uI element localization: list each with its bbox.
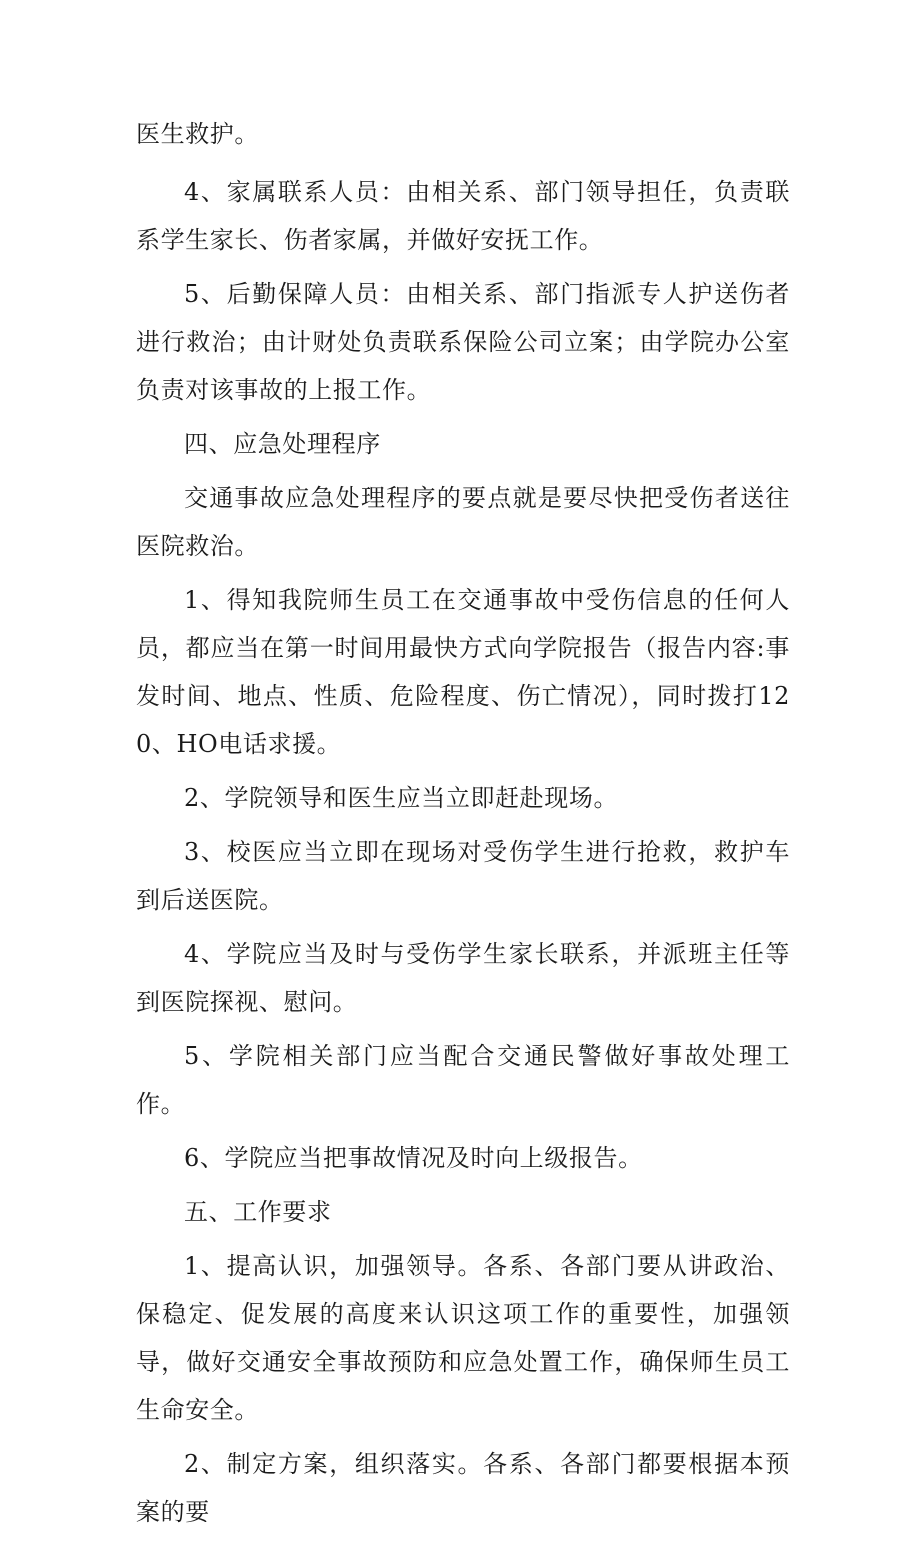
paragraph-step-3: 3、校医应当立即在现场对受伤学生进行抢救，救护车到后送医院。 xyxy=(136,838,790,914)
paragraph-requirement-2: 2、制定方案，组织落实。各系、各部门都要根据本预案的要 xyxy=(136,1450,790,1526)
section-heading-emergency-procedure: 四、应急处理程序 xyxy=(184,430,381,458)
paragraph-step-5: 5、学院相关部门应当配合交通民警做好事故处理工作。 xyxy=(136,1042,790,1118)
paragraph-family-liaison: 4、家属联系人员：由相关系、部门领导担任，负责联系学生家长、伤者家属，并做好安抚工作。 xyxy=(136,178,790,254)
paragraph-step-4: 4、学院应当及时与受伤学生家长联系，并派班主任等到医院探视、慰问。 xyxy=(136,940,790,1016)
paragraph-step-2: 2、学院领导和医生应当立即赶赴现场。 xyxy=(184,784,619,812)
document-body xyxy=(136,110,790,1542)
paragraph-procedure-summary: 交通事故应急处理程序的要点就是要尽快把受伤者送往医院救治。 xyxy=(136,484,790,560)
paragraph-step-1: 1、得知我院师生员工在交通事故中受伤信息的任何人员，都应当在第一时间用最快方式向学院报告（报告内容:事发时间、地点、性质、危险程度、伤亡情况），同时拨打120、HO电话求援。 xyxy=(136,586,790,758)
paragraph-requirement-1: 1、提高认识，加强领导。各系、各部门要从讲政治、保稳定、促发展的高度来认识这项工作的重要性，加强领导，做好交通安全事故预防和应急处置工作，确保师生员工生命安全。 xyxy=(136,1252,790,1424)
paragraph-continuation: 医生救护。 xyxy=(136,120,259,148)
paragraph-logistics: 5、后勤保障人员：由相关系、部门指派专人护送伤者进行救治；由计财处负责联系保险公司立案；由学院办公室负责对该事故的上报工作。 xyxy=(136,280,790,404)
section-heading-work-requirements: 五、工作要求 xyxy=(184,1198,332,1226)
paragraph-step-6: 6、学院应当把事故情况及时向上级报告。 xyxy=(184,1144,643,1172)
